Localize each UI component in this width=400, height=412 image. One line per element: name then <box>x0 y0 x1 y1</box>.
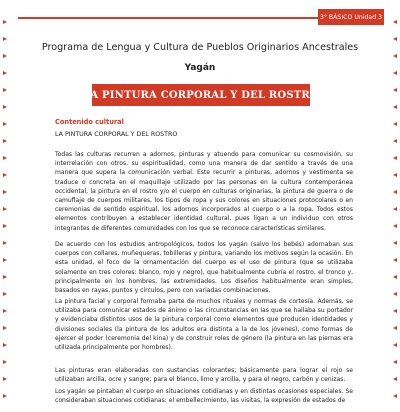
border-arrow-icon <box>393 122 397 126</box>
main-title: LA PINTURA CORPORAL Y DEL ROSTRO <box>83 89 319 101</box>
border-arrow-icon <box>393 377 397 381</box>
border-arrow-icon <box>3 224 7 228</box>
paragraph-text: Todas las culturas recurren a adornos, pinturas y atuendo para comunicar su cosmovisión, su interrelación con otros, su espiritualidad, como una manera de dar sentido a través de una manera que supera la comunicación verbal. Este recurrir a pinturas, adornos y vestimenta se traduce o concreta en el maquillaje utilizado por las personas en la cultura contemporánea occidental, la pintura en el rostro y/o el cuerpo en culturas originarias, la pintura de guerra o de camuflaje de cuerpos militares, los tipos de ropa y sus colores en situaciones protocolares o en ceremonias de sentido espiritual, los adornos incorporados al cuerpo o a la ropa. Todos estos elementos contribuyen a establecer identidad cultural, pues ligan a un individuo con otros integrantes de diferentes comunidades con los que se reconoce características similares. <box>55 151 353 232</box>
paragraph-text: Los yagán se pintaban el cuerpo en situaciones cotidianas y en distintas ocasiones especiales. Se consideraban situaciones cotidianas: el embellecimiento, las visitas, la expresión de estados de <box>55 388 353 405</box>
border-arrow-icon <box>393 207 397 211</box>
border-arrow-icon <box>3 207 7 211</box>
border-arrow-icon <box>3 71 7 75</box>
paragraph-text: La pintura facial y corporal formaba parte de muchos rituales y normas de cortesía. Además, se utilizaba para comunicar estados de ánimo o las circunstancias en las que se hallaba su portador y evidenciaba distintos usos de la pintura corporal como elementos que producen identidades y divisiones sociales (la pintura de los adultos era distinta a la de los jóvenes), como formas de ejercer el poder (ceremonia del kina) y de construir roles de género (la pintura en las piernas era utilizada principalmente por hombres). <box>55 298 353 352</box>
border-arrow-icon <box>3 54 7 58</box>
paragraph-text: Las pinturas eran elaboradas con sustancias colorantes; básicamente para lograr el rojo se utilizaban arcilla, ocre y sangre; para el blanco, limo y arcilla, y para el negro, carbón y cenizas. <box>55 367 353 384</box>
border-arrow-icon <box>393 20 397 24</box>
body-paragraph-2 <box>55 240 353 302</box>
border-arrow-icon <box>393 139 397 143</box>
border-arrow-icon <box>3 275 7 279</box>
border-arrow-icon <box>3 139 7 143</box>
grade-unit-badge: 3° BÁSICO Unidad 3 <box>318 9 384 25</box>
border-arrow-icon <box>393 292 397 296</box>
border-arrow-icon <box>3 37 7 41</box>
header-rule <box>18 17 345 19</box>
border-arrow-icon <box>3 326 7 330</box>
main-title-banner <box>83 84 319 106</box>
border-arrow-icon <box>3 292 7 296</box>
border-arrow-icon <box>393 37 397 41</box>
border-arrow-icon <box>393 275 397 279</box>
border-arrow-icon <box>393 173 397 177</box>
border-arrow-icon <box>3 360 7 364</box>
body-paragraph-1 <box>55 150 353 240</box>
border-arrow-icon <box>393 326 397 330</box>
border-arrow-icon <box>393 105 397 109</box>
paragraph-text: De acuerdo con los estudios antropológicos, todos los yagán (salvo los bebés) adornaban sus cuerpos con collares, muñequeras, tobilleras y pintura, variando los motivos según la ocasión. En esta unidad, el foco de la ornamentación del cuerpo es el uso de pintura (que se utilizaba solamente en tres colores: blanco, rojo y negro), que habitualmente cubría el rostro, el tronco y, principalmente en los hombres, las extremidades. Los diseños habitualmente eran simples, basados en rayas, puntos y círculos, pero con variadas combinaciones. <box>55 241 353 295</box>
border-arrow-icon <box>393 394 397 398</box>
border-arrow-icon <box>3 105 7 109</box>
section-label: Contenido cultural <box>55 118 124 126</box>
content-title: LA PINTURA CORPORAL Y DEL ROSTRO <box>55 131 178 138</box>
border-arrow-icon <box>3 173 7 177</box>
border-arrow-icon <box>393 54 397 58</box>
left-decorative-border <box>0 0 11 400</box>
border-arrow-icon <box>393 190 397 194</box>
border-arrow-icon <box>393 343 397 347</box>
border-arrow-icon <box>393 241 397 245</box>
border-arrow-icon <box>3 190 7 194</box>
border-arrow-icon <box>393 71 397 75</box>
border-arrow-icon <box>3 309 7 313</box>
border-arrow-icon <box>3 377 7 381</box>
people-subtitle: Yagán <box>184 63 216 73</box>
border-arrow-icon <box>393 258 397 262</box>
border-arrow-icon <box>3 258 7 262</box>
border-arrow-icon <box>393 360 397 364</box>
border-arrow-icon <box>3 122 7 126</box>
border-arrow-icon <box>393 224 397 228</box>
border-arrow-icon <box>393 309 397 313</box>
border-arrow-icon <box>3 343 7 347</box>
border-arrow-icon <box>3 241 7 245</box>
border-arrow-icon <box>3 156 7 160</box>
border-arrow-icon <box>3 88 7 92</box>
program-title: Programa de Lengua y Cultura de Pueblos Originarios Ancestrales <box>41 42 359 53</box>
border-arrow-icon <box>393 88 397 92</box>
border-arrow-icon <box>3 394 7 398</box>
border-arrow-icon <box>393 156 397 160</box>
border-arrow-icon <box>3 20 7 24</box>
body-paragraph-3 <box>55 297 353 359</box>
right-decorative-border <box>389 0 400 400</box>
